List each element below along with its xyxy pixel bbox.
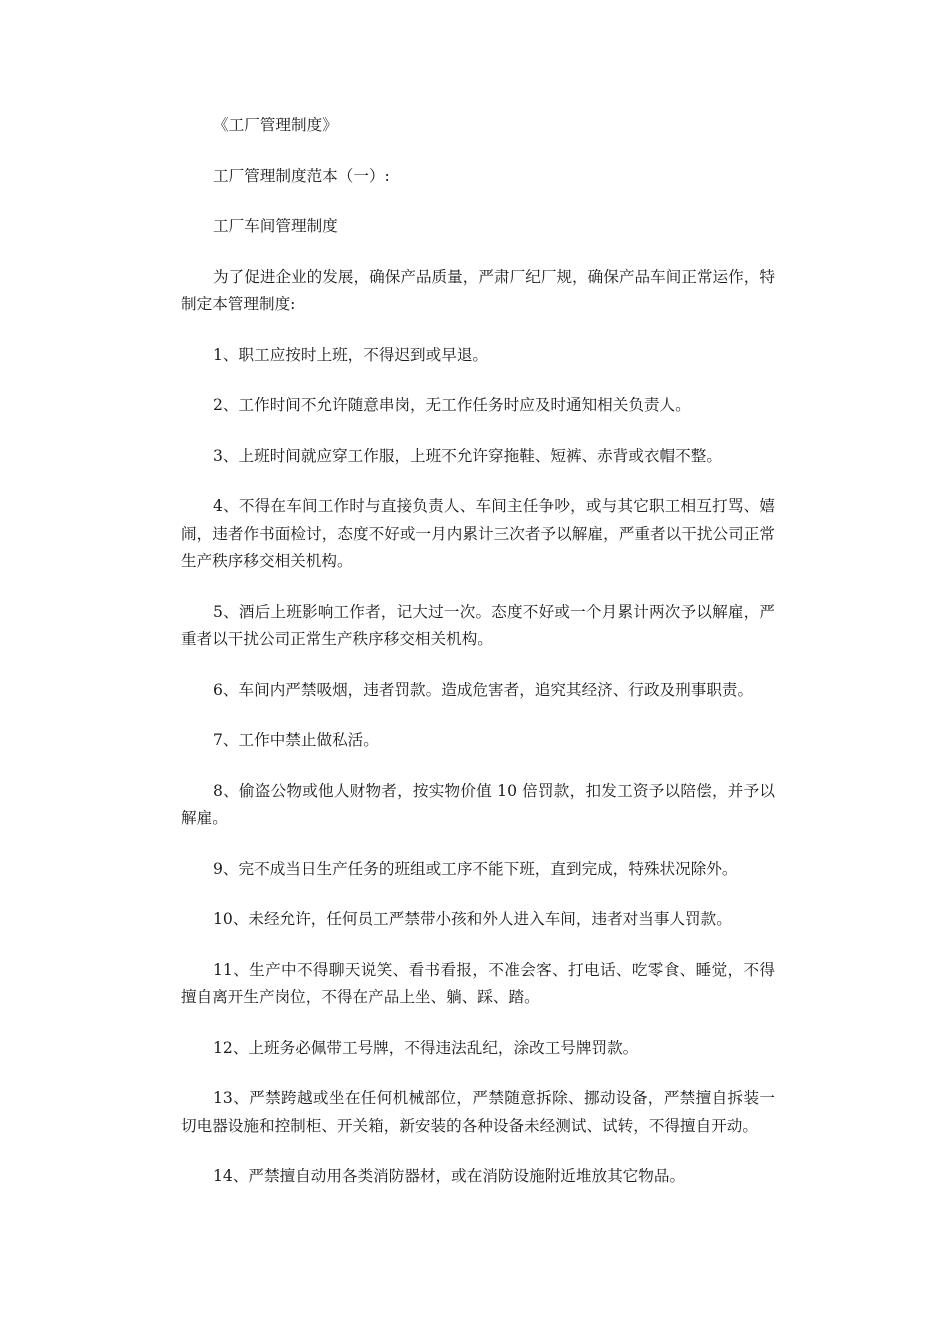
rule-item-11: 11、生产中不得聊天说笑、看书看报，不准会客、打电话、吃零食、睡觉，不得擅自离开生产岗位，不得在产品上坐、躺、踩、踏。 xyxy=(181,960,775,1006)
intro-paragraph: 为了促进企业的发展，确保产品质量，严肃厂纪厂规，确保产品车间正常运作，特制定本管理制度: xyxy=(181,267,775,313)
document-title: 《工厂管理制度》 xyxy=(213,116,338,134)
rule-item-8: 8、偷盗公物或他人财物者，按实物价值 10 倍罚款，扣发工资予以陪偿，并予以解雇。 xyxy=(181,781,775,827)
section-heading: 工厂车间管理制度 xyxy=(213,217,338,235)
rule-item-14: 14、严禁擅自动用各类消防器材，或在消防设施附近堆放其它物品。 xyxy=(213,1167,686,1185)
rule-item-10: 10、未经允许，任何员工严禁带小孩和外人进入车间，违者对当事人罚款。 xyxy=(213,910,732,928)
rule-item-3: 3、上班时间就应穿工作服，上班不允许穿拖鞋、短裤、赤背或衣帽不整。 xyxy=(213,446,722,465)
rule-item-13: 13、严禁跨越或坐在任何机械部位，严禁随意拆除、挪动设备，严禁擅自拆装一切电器设施和控制柜、开关箱，新安装的各种设备未经测试、试转，不得擅自开动。 xyxy=(181,1089,775,1135)
rule-item-2: 2、工作时间不允许随意串岗，无工作任务时应及时通知相关负责人。 xyxy=(213,396,691,414)
rule-item-5: 5、酒后上班影响工作者，记大过一次。态度不好或一个月累计两次予以解雇，严重者以干扰公司正常生产秩序移交相关机构。 xyxy=(181,602,775,648)
rule-item-9: 9、完不成当日生产任务的班组或工序不能下班，直到完成，特殊状况除外。 xyxy=(213,859,738,878)
rule-item-6: 6、车间内严禁吸烟，违者罚款。造成危害者，追究其经济、行政及刑事职责。 xyxy=(213,680,754,699)
rule-item-4: 4、不得在车间工作时与直接负责人、车间主任争吵，或与其它职工相互打骂、嬉闹，违者作书面检讨，态度不好或一月内累计三次者予以解雇，严重者以干扰公司正常生产秩序移交相关机构。 xyxy=(181,497,775,570)
document-body xyxy=(181,112,775,1214)
rule-item-12: 12、上班务必佩带工号牌，不得违法乱纪，涂改工号牌罚款。 xyxy=(213,1038,639,1057)
document-subtitle: 工厂管理制度范本（一）: xyxy=(213,166,390,185)
rule-item-1: 1、职工应按时上班，不得迟到或早退。 xyxy=(213,345,489,364)
rule-item-7: 7、工作中禁止做私活。 xyxy=(213,731,379,749)
